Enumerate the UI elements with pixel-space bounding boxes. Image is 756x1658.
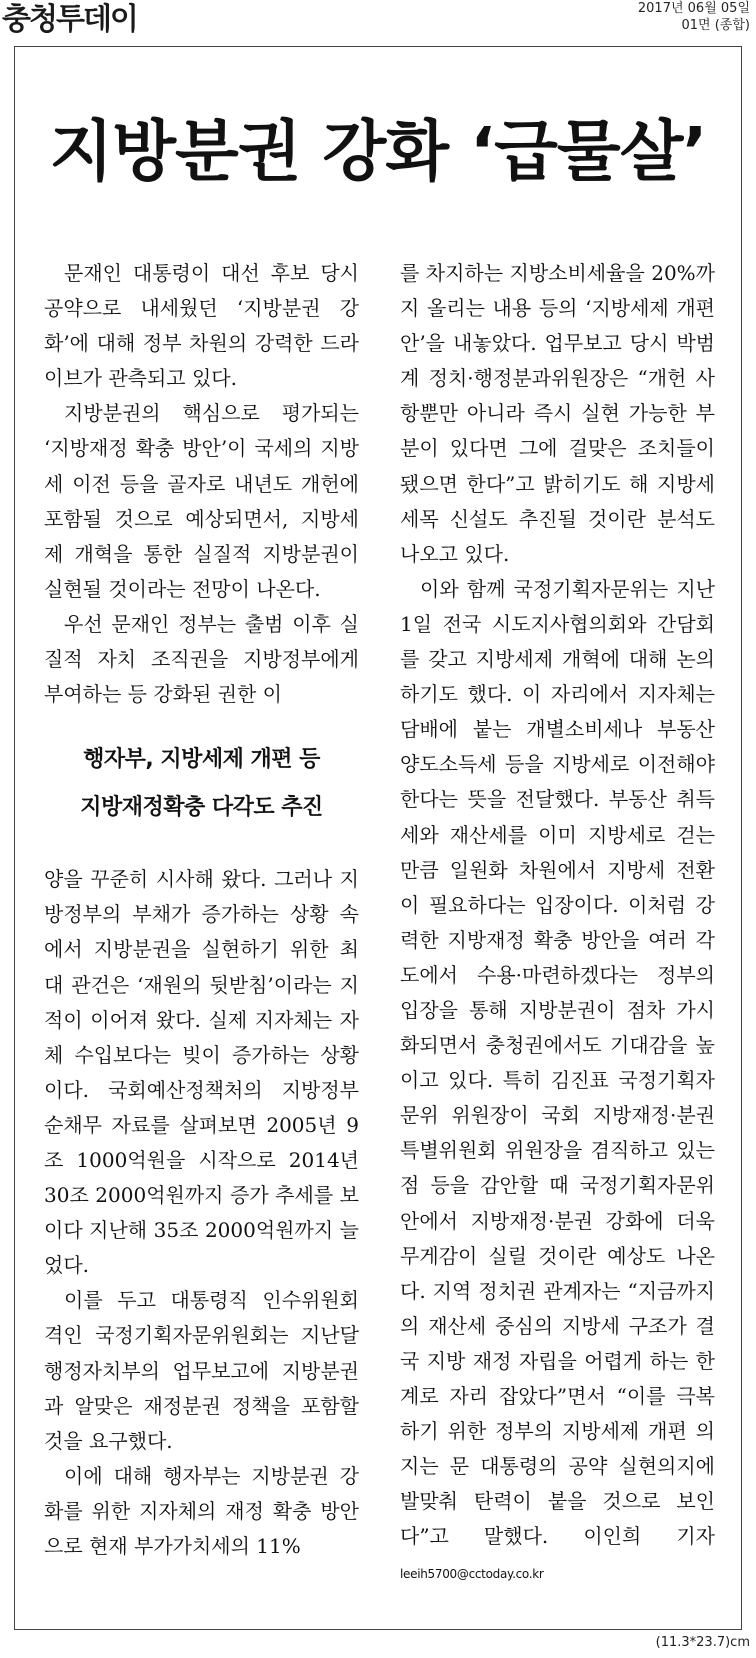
body-paragraph: 이를 두고 대통령직 인수위원회 격인 국정기획자문위원회는 지난달 행정자치부의 업무보고에 지방분권과 알맞은 재정분권 정책을 포함할 것을 요구했다. [44, 1288, 359, 1453]
body-paragraph: 우선 문재인 정부는 출범 이후 실질적 자치 조직권을 지방정부에게 부여하는 등 강화된 권한 이 [44, 611, 359, 707]
body-paragraph [400, 572, 715, 1593]
subheading-line: 지방재정확충 다각도 추진 [80, 795, 323, 821]
masthead [0, 0, 756, 44]
body-paragraph-text: 이와 함께 국정기획자문위는 지난 1일 전국 시도지사협의회와 간담회를 갖고 지방세제 개혁에 대해 논의하기도 했다. 이 자리에서 지자체는 담배에 붙는 개별소비세나 부동산 양도소득세 등을 지방세로 이전해야 한다는 뜻을 전달했다. 부동산 취득세와 재산세를 이미 지방세로 걷는 만큼 일원화 차원에서 지방세 전환이 필요하다는 입장이다. 이처럼 강력한 지방재정 확충 방안을 여러 각도에서 수용·마련하겠다는 정부의 입장을 통해 지방분권이 점차 가시화되면서 충청권에서도 기대감을 높이고 있다. 특히 김진표 국정기획자문위 위원장이 국회 지방재정·분권특별위원회 위원장을 겸직하고 있는 점 등을 감안할 때 국정기획자문위 안에서 지방재정·분권 강화에 더욱 무게감이 실릴 것이란 예상도 나온다. 지역 정치권 관계자는 “지금까지의 재산세 중심의 지방세 구조가 결국 지방 재정 자립을 어렵게 하는 한계로 자리 잡았다”면서 “이를 극복하기 위한 정부의 지방세제 개편 의지는 문 대통령의 공약 실현의지에 발맞춰 탄력이 붙을 것으로 보인다”고 말했다. [400, 576, 715, 1549]
article-headline: 지방분권 강화 ‘급물살’ [49, 113, 707, 190]
body-paragraph: 를 차지하는 지방소비세율을 20%까지 올리는 내용 등의 ‘지방세제 개편안’을 내놓았다. 업무보고 당시 박범계 정치·행정분과위원장은 “개헌 사항뿐만 아니라 즉시 실현 가능한 부분이 있다면 그에 걸맞은 조치들이 됐으면 한다”고 밝히기도 해 지방세 세목 신설도 추진될 것이란 분석도 나오고 있다. [400, 261, 715, 566]
article-size-note: (11.3*23.7)cm [655, 1635, 750, 1650]
article-column-left [44, 256, 359, 1564]
reporter-email: leeih5700@cctoday.co.kr [400, 1567, 544, 1582]
article-subheading [44, 736, 359, 832]
newspaper-logo: 충청투데이 [2, 2, 137, 37]
byline: 이인희 기자 [583, 1524, 715, 1549]
body-paragraph: 이에 대해 행자부는 지방분권 강화를 위한 지자체의 재정 확충 방안으로 현재 부가가치세의 11% [44, 1463, 359, 1558]
body-paragraph: 양을 꾸준히 시사해 왔다. 그러나 지방정부의 부채가 증가하는 상황 속에서 지방분권을 실현하기 위한 최대 관건은 ‘재원의 뒷받침’이라는 지적이 이어져 왔다. 실제 지자체는 자체 수입보다는 빚이 증가하는 상황이다. 국회예산정책처의 지방정부 순채무 자료를 살펴보면 2005년 9조 1000억원을 시작으로 2014년 30조 2000억원까지 증가 추세를 보이다 지난해 35조 2000억원까지 늘었다. [44, 867, 359, 1278]
page-section: 01면 (종합) [681, 18, 750, 33]
issue-date: 2017년 06월 05일 [637, 1, 750, 16]
article-column-right [400, 256, 715, 1593]
subheading-line: 행자부, 지방세제 개편 등 [83, 747, 320, 773]
body-paragraph: 문재인 대통령이 대선 후보 당시 공약으로 내세웠던 ‘지방분권 강화’에 대해 정부 차원의 강력한 드라이브가 관측되고 있다. [44, 261, 359, 391]
issue-info [638, 0, 750, 34]
body-paragraph: 지방분권의 핵심으로 평가되는 ‘지방재정 확충 방안’이 국세의 지방세 이전 등을 골자로 내년도 개헌에 포함될 것으로 예상되면서, 지방세제 개혁을 통한 실질적 지방분권이 실현될 것이라는 전망이 나온다. [44, 401, 359, 601]
